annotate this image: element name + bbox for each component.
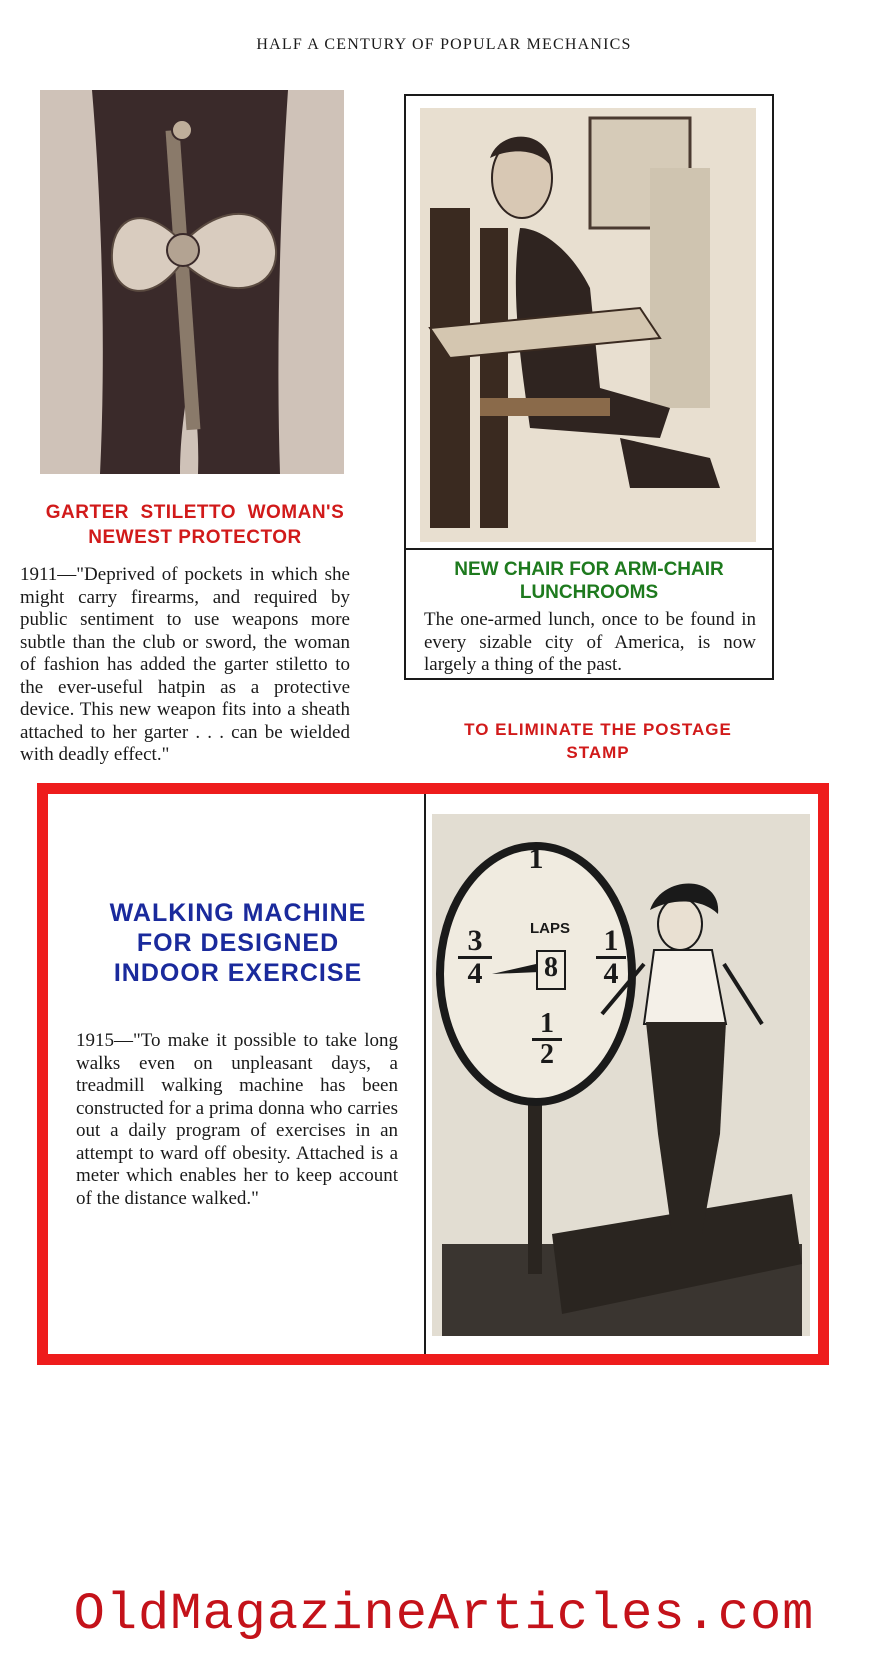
walking-frame-divider: [424, 794, 426, 1354]
walking-headline-line3: INDOOR EXERCISE: [113, 959, 363, 987]
chair-box-divider: [406, 548, 772, 550]
garter-stiletto-image: [40, 90, 344, 474]
walking-machine-illustration: [432, 814, 810, 1336]
walking-headline-line1: WALKING MACHINE: [109, 899, 367, 927]
chair-headline: [406, 558, 772, 604]
meter-bottom-denominator: 2: [532, 1038, 562, 1069]
meter-bottom-mark: [532, 1010, 562, 1069]
meter-left-mark: [458, 926, 492, 989]
chair-article-body: The one-armed lunch, once to be found in every sizable city of America, is now largely a thing of the past.: [424, 609, 756, 675]
walking-headline-line2: FOR DESIGNED: [136, 929, 340, 957]
walking-headline: [68, 898, 408, 988]
chair-article-box: [404, 94, 774, 680]
page-header: HALF A CENTURY OF POPULAR MECHANICS: [256, 36, 632, 53]
meter-laps-counter: 8: [536, 950, 566, 990]
meter-bottom-numerator: 1: [540, 1008, 554, 1039]
meter-laps-label: LAPS: [529, 920, 570, 937]
footer-watermark: OldMagazineArticles.com: [73, 1585, 815, 1644]
chair-headline-line1: NEW CHAIR FOR ARM-CHAIR: [454, 559, 724, 580]
walking-machine-frame: [37, 783, 829, 1365]
meter-right-denominator: 4: [596, 956, 626, 989]
meter-right-mark: [596, 926, 626, 989]
garter-headline: [0, 500, 390, 550]
postage-headline: [428, 718, 768, 764]
postage-headline-line2: STAMP: [566, 743, 630, 762]
chair-headline-line2: LUNCHROOMS: [519, 582, 659, 603]
garter-headline-line2: NEWEST PROTECTOR: [88, 527, 302, 548]
walking-article-body: 1915—"To make it possible to take long walks even on unpleasant days, a treadmill walking machine has been constructed for a prima donna who carries out a daily program of exercises in an attempt to ward off obesity. Attached is a meter which enables her to keep account of the distance walked.": [76, 1030, 398, 1209]
meter-left-denominator: 4: [458, 956, 492, 989]
meter-top-mark: 1: [528, 842, 544, 875]
postage-headline-line1: TO ELIMINATE THE POSTAGE: [464, 720, 732, 739]
chair-illustration: [420, 108, 756, 542]
garter-article-body: 1911—"Deprived of pockets in which she might carry firearms, and required by public sentiment to use weapons more subtle than the club or sword, the woman of fashion has added the garter stiletto to the ever-useful hatpin as a protective device. This new weapon fits into a sheath attached to her garter . . . can be wielded with deadly effect.": [20, 564, 350, 765]
meter-left-numerator: 3: [467, 924, 483, 957]
meter-right-numerator: 1: [603, 924, 619, 957]
garter-headline-line1: GARTER STILETTO WOMAN'S: [45, 502, 345, 523]
